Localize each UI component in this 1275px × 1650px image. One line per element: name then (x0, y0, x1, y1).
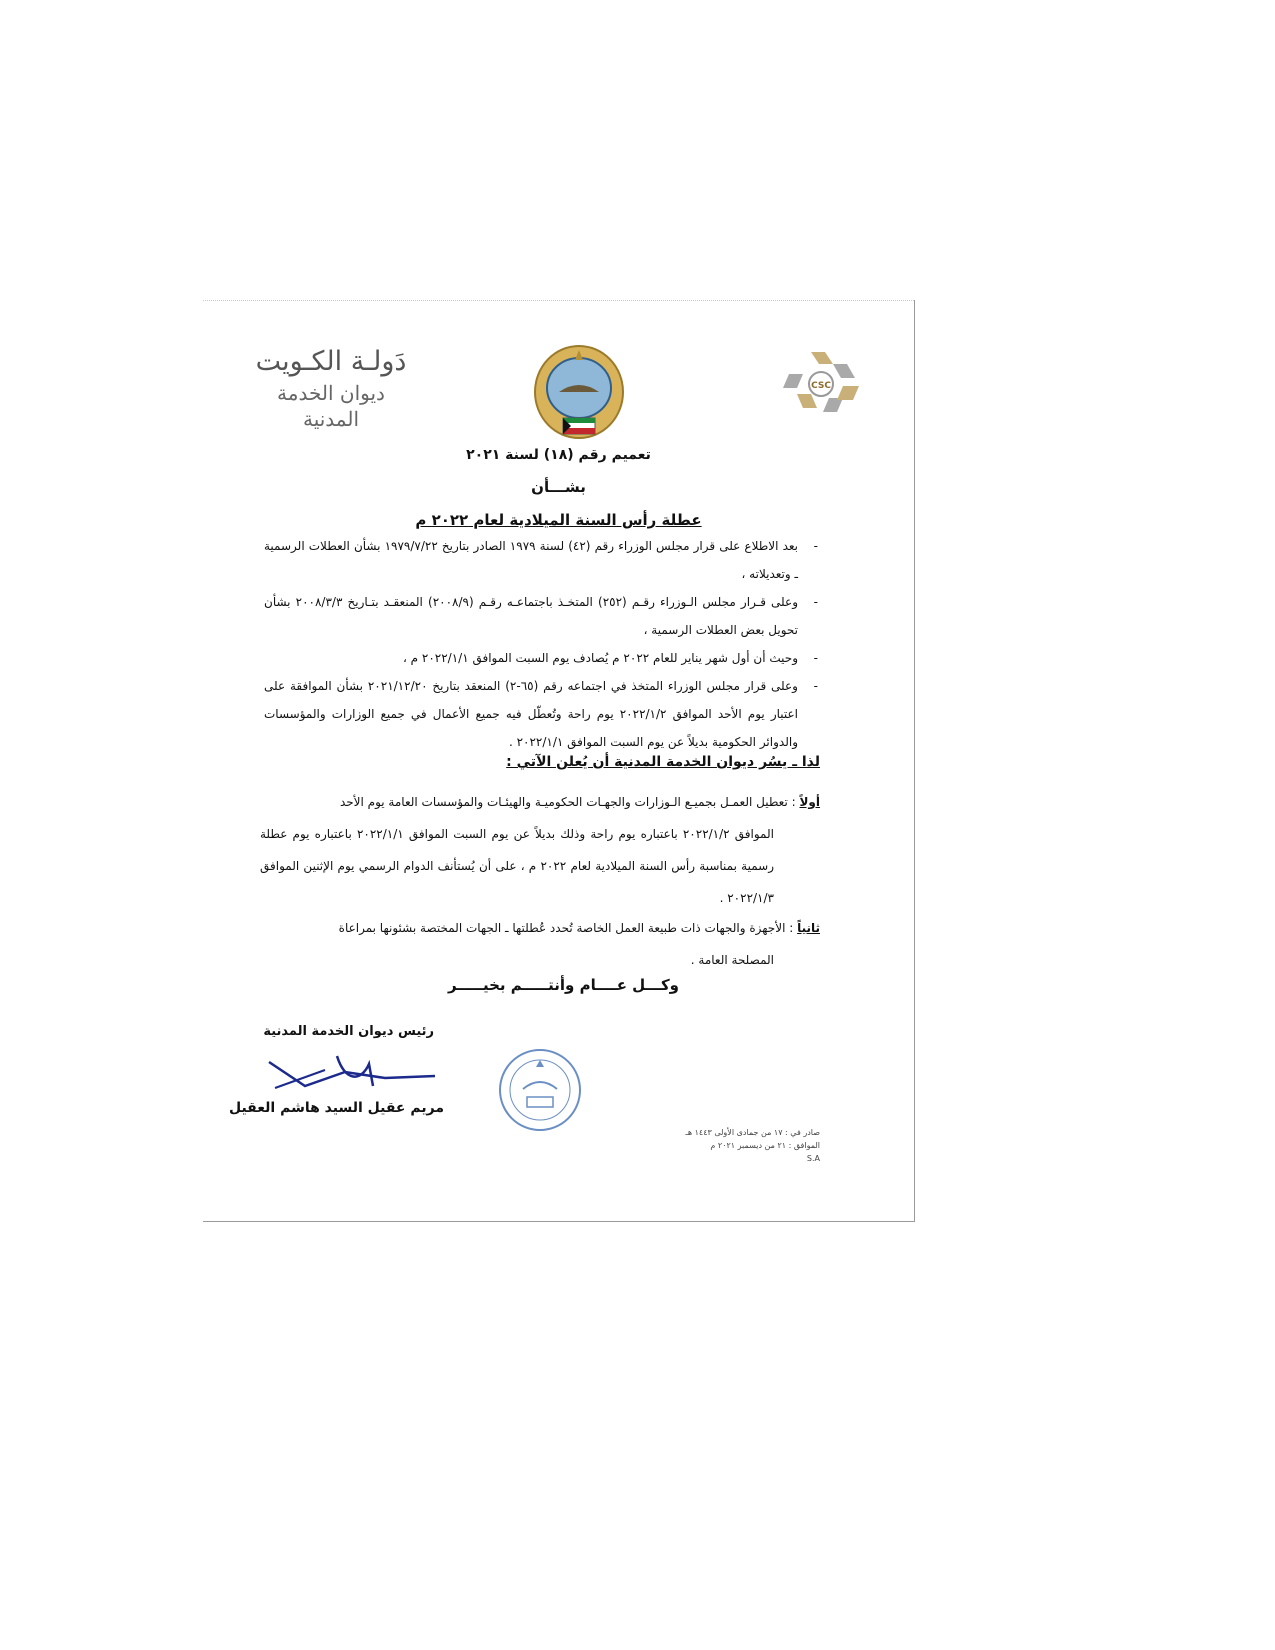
csc-logo (781, 346, 863, 426)
clause-second-body: المصلحة العامة . (690, 953, 774, 967)
reference-block (620, 1126, 820, 1165)
subject-title: عطلة رأس السنة الميلادية لعام ٢٠٢٢ م (415, 511, 702, 529)
regarding-label: بشـــأن (531, 478, 586, 496)
preamble-item: - وعلى قرار مجلس الوزراء المتخذ في اجتماعه رقم (٦٥-٢) المنعقد بتاريخ ٢٠٢١/١٢/٢٠ بشأن الموافقة على اعتبار يوم الأحد الموافق ٢٠٢٢/١/٢ يوم راحة وتُعطّل فيه جميع الأعمال في جميع الوزارات والمؤسسات والدوائر الحكومية بديلاً عن يوم السبت الموافق ٢٠٢٢/١/١ . (264, 672, 820, 756)
circular-number: تعميم رقم (١٨) لسنة ٢٠٢١ (466, 447, 651, 463)
bureau-name: ديوان الخدمة المدنية (277, 381, 385, 431)
reference-date-gregorian: الموافق : ٢١ من ديسمبر ٢٠٢١ م (710, 1141, 820, 1150)
signatory-title: رئيس ديوان الخدمة المدنية (263, 1024, 434, 1039)
clause-first-body: الموافق ٢٠٢٢/١/٢ باعتباره يوم راحة وذلك بديلاً عن يوم السبت الموافق ٢٠٢٢/١/١ باعتباره يوم عطلة رسمية بمناسبة رأس السنة الميلادية لعام ٢٠٢٢ م ، على أن يُستأنف الدوام الرسمي يوم الإثنين الموافق ٢٠٢٢/١/٣ . (260, 827, 774, 905)
official-seal-icon (495, 1045, 585, 1139)
preamble-item: - وعلى قـرار مجلس الـوزراء رقـم (٢٥٢) المتخـذ باجتماعـه رقـم (٢٠٠٨/٩) المنعقـد بتـاريخ ٢٠٠٨/٣/٣ بشأن تحويل بعض العطلات الرسمية ، (264, 588, 820, 644)
clause-first-label: أولاً (799, 795, 820, 809)
announcement-heading (264, 748, 820, 776)
signatory-name: مريم عقيل السيد هاشم العقيل (228, 1100, 444, 1116)
csc-logo-text: CSC (811, 381, 831, 391)
letterhead-text (247, 344, 415, 432)
reference-initials: S.A (806, 1154, 820, 1163)
page-top-border (203, 300, 914, 301)
clause-second-label: ثانياً (797, 921, 820, 935)
preamble-item: - وحيث أن أول شهر يناير للعام ٢٠٢٢ م يُصادف يوم السبت الموافق ٢٠٢٢/١/١ م ، (264, 644, 820, 672)
closing-greeting: وكـــل عــــام وأنتـــــم بخيـــــر (447, 976, 679, 994)
clause-first: أولاً : تعطيل العمـل بجميـع الـوزارات والجهـات الحكوميـة والهيئـات والمؤسسات العامة يوم الأحد الموافق ٢٠٢٢/١/٢ باعتباره يوم راحة وذلك بديلاً عن يوم السبت الموافق ٢٠٢٢/١/١ باعتباره يوم عطلة رسمية بمناسبة رأس السنة الميلادية لعام ٢٠٢٢ م ، على أن يُستأنف الدوام الرسمي يوم الإثنين الموافق ٢٠٢٢/١/٣ . (260, 786, 820, 914)
reference-date-hijri: صادر في : ١٧ من جمادى الأولى ١٤٤٣ هـ (685, 1128, 820, 1137)
handwritten-signature (265, 1042, 445, 1106)
preamble-list (264, 532, 820, 756)
preamble-item: - بعد الاطلاع على قرار مجلس الوزراء رقم (٤٢) لسنة ١٩٧٩ الصادر بتاريخ ١٩٧٩/٧/٢٢ بشأن العطلات الرسمية ـ وتعديلاته ، (264, 532, 820, 588)
kuwait-emblem-icon (529, 336, 629, 444)
announcement-text: لذا ـ يسُر ديوان الخدمة المدنية أن يُعلن الآتي : (506, 754, 820, 770)
document-page (203, 300, 915, 1222)
clause-second: ثانياً : الأجهزة والجهات ذات طبيعة العمل الخاصة تُحدد عُطلتها ـ الجهات المختصة بشئونها بمراعاة المصلحة العامة . (260, 912, 820, 976)
clause-second-line: الأجهزة والجهات ذات طبيعة العمل الخاصة تُحدد عُطلتها ـ الجهات المختصة بشئونها بمراعاة (338, 921, 786, 935)
clause-first-line: تعطيل العمـل بجميـع الـوزارات والجهـات الحكوميـة والهيئـات والمؤسسات العامة يوم الأحد (339, 795, 788, 809)
state-name: دَولـة الكـويت (255, 346, 407, 377)
title-block (203, 440, 914, 536)
